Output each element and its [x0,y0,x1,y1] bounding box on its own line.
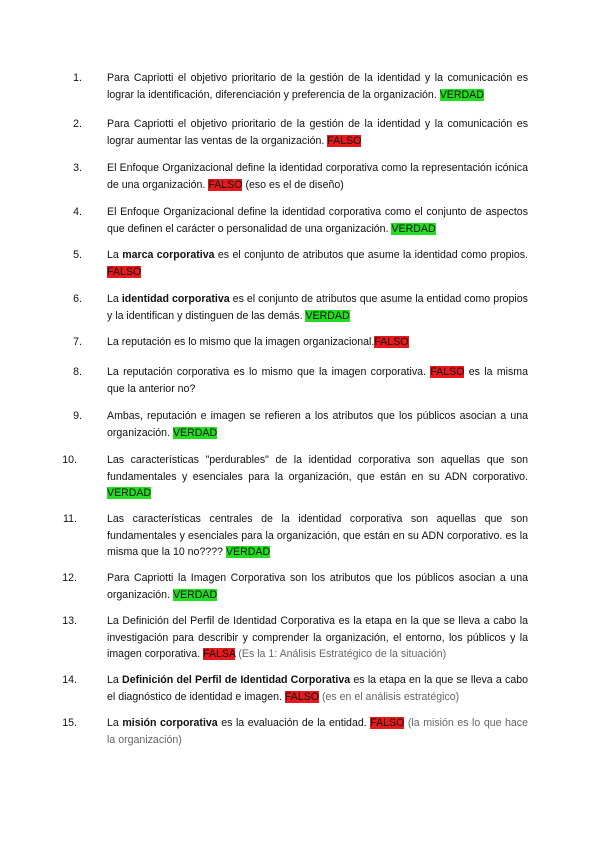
item-number: 9. [73,410,82,422]
list-item [73,408,528,441]
question-text: La reputación corporativa es lo mismo que la imagen corporativa. [107,366,426,378]
question-prefix: La [107,293,119,305]
question-text: Para Capriotti el objetivo prioritario de la gestión de la identidad y la comunicación es lograr la identificación, diferenciación y preferencia de la organización. [107,72,528,101]
falso-badge: FALSO [374,336,409,348]
item-number: 4. [73,206,82,218]
question-text: Para Capriotti el objetivo prioritario de la gestión de la identidad y la comunicación es lograr aumentar las ventas de la organización. [107,118,528,147]
item-number: 5. [73,249,82,261]
item-number: 6. [73,293,82,305]
list-item [73,364,529,397]
falso-badge: FALSO [284,690,320,703]
list-item [73,70,528,103]
answer-note: (eso es el de diseño) [245,178,344,191]
list-item [62,613,528,663]
list-item [73,291,528,324]
falso-badge: FALSO [430,366,465,378]
item-number: 11. [63,513,77,525]
item-number: 3. [73,162,82,174]
item-number: 12. [62,572,77,584]
list-item [62,715,529,748]
item-number: 2. [73,118,82,130]
verdad-badge: VERDAD [107,487,152,499]
item-number: 13. [62,615,77,627]
question-text: El Enfoque Organizacional define la identidad corporativa como el conjunto de aspectos que definen el carácter o personalidad de una organización. [107,206,528,235]
question-text: Las características centrales de la identidad corporativa son aquellas que son fundamentales y esenciales para la organización, que están en su ADN corporativo. es la misma que la 10 no???? [107,513,528,558]
list-item [73,247,528,280]
question-text: es la etapa en la que se lleva a cabo el diagnóstico de identidad e imagen. [107,674,529,703]
list-item [73,160,528,193]
key-term: Definición del Perfil de Identidad Corporativa [122,674,351,686]
item-number: 8. [73,366,82,378]
question-text: es el conjunto de atributos que asume la entidad como propios y la identifican y distinguen de las demás. [107,293,528,322]
falso-badge: FALSO [370,717,405,729]
item-number: 1. [73,72,82,84]
item-number: 10. [62,454,77,466]
item-number: 7. [73,336,82,348]
key-term: misión corporativa [122,717,218,729]
question-text: Las características "perdurables" de la identidad corporativa son aquellas que son fundamentales y esenciales para la organización, que están en su ADN corporativo. [107,454,528,483]
question-text: Ambas, reputación e imagen se refieren a los atributos que los públicos asocian a una organización. [107,410,528,439]
answer-note: (la misión es lo que hace la organización) [107,717,529,746]
answer-note: (es en el análisis estratégico) [321,690,460,703]
verdad-badge: VERDAD [305,309,350,322]
item-number: 15. [62,717,77,729]
list-item [62,452,528,502]
question-text: es el conjunto de atributos que asume la identidad como propios. [217,249,528,261]
list-item [62,672,529,705]
falso-badge: FALSO [107,265,142,278]
list-item [73,334,528,351]
question-prefix: La [107,717,119,729]
question-prefix: La [107,249,119,261]
list-item [73,116,528,149]
list-item [62,570,528,603]
answer-note: es la misma que la anterior no? [107,366,529,395]
verdad-badge: VERDAD [172,588,218,601]
verdad-badge: VERDAD [439,88,484,101]
question-text: El Enfoque Organizacional define la identidad corporativa como la representación icónica de una organización. [107,162,528,191]
answer-note: (Es la 1: Análisis Estratégico de la situación) [238,648,447,660]
question-prefix: La [107,674,119,686]
falsa-badge: FALSA [203,648,236,660]
key-term: identidad corporativa [121,293,230,305]
verdad-badge: VERDAD [225,546,271,558]
falso-badge: FALSO [208,178,243,191]
key-term: marca corporativa [122,249,215,261]
list-item [73,204,528,237]
list-item [63,511,528,561]
item-number: 14. [62,674,77,686]
question-text: La Definición del Perfil de Identidad Corporativa es la etapa en la que se lleva a cabo la investigación para describir y comprender la organización, el entorno, los públicos y la imagen corporativa. [107,615,528,660]
question-text: La reputación es lo mismo que la imagen organizacional. [107,336,375,348]
question-text: es la evaluación de la entidad. [221,717,367,729]
question-text: Para Capriotti la Imagen Corporativa son los atributos que los públicos asocian a una organización. [107,572,528,601]
verdad-badge: VERDAD [391,222,436,235]
falso-badge: FALSO [327,134,362,147]
verdad-badge: VERDAD [172,426,218,439]
